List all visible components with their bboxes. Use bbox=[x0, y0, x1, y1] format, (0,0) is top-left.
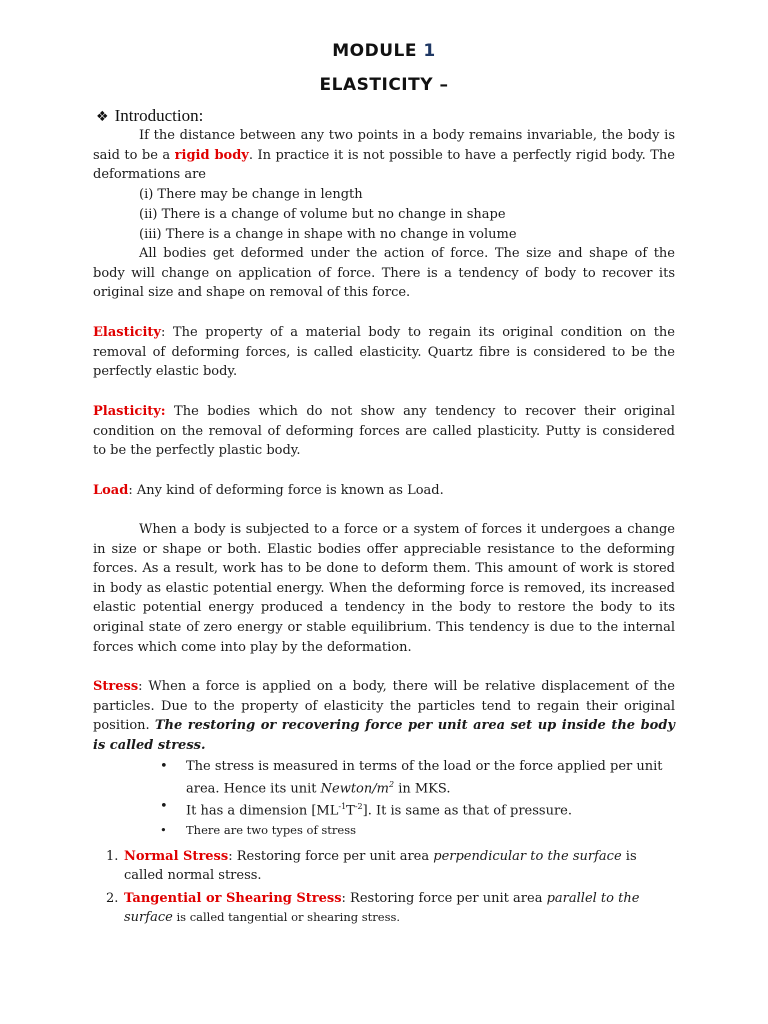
intro-paragraph-1: If the distance between any two points in a body remains invariable, the body is said to be a rigid body. In practice it is not possible to have a perfectly rigid body. The deformations are bbox=[93, 128, 675, 183]
stress-bullet-list bbox=[160, 758, 676, 839]
plasticity-term: Plasticity: bbox=[93, 404, 166, 419]
stress-types-list bbox=[106, 847, 676, 931]
deformation-item-3: (iii) There is a change in shape with no change in volume bbox=[139, 227, 517, 242]
module-number: 1 bbox=[423, 41, 436, 61]
list-item: • There are two types of stress bbox=[160, 822, 357, 837]
bullet-icon: • bbox=[160, 822, 167, 837]
bullet-icon: • bbox=[160, 799, 168, 815]
intro-paragraph-2: All bodies get deformed under the action of force. The size and shape of the body will change on application of force. There is a tendency of body to recover its original size and shape on removal of this force. bbox=[93, 246, 675, 301]
plasticity-definition: Plasticity: The bodies which do not show any tendency to recover their original condition on the removal of deforming forces are called plasticity. Putty is considered to be the perfectly plastic body. bbox=[93, 404, 675, 459]
elasticity-term: Elasticity bbox=[93, 325, 161, 340]
list-item: • The stress is measured in terms of the load or the force applied per unit area. Hence its unit Newton/$m^2$ in MKS. bbox=[160, 759, 663, 797]
deformation-item-2: (ii) There is a change of volume but no change in shape bbox=[139, 207, 506, 222]
chapter-title: ELASTICITY – bbox=[319, 75, 449, 95]
module-label: MODULE bbox=[332, 41, 417, 61]
deformation-item-1: (i) There may be change in length bbox=[139, 187, 363, 202]
list-item-normal-stress: 1. Normal Stress: Restoring force per unit area perpendicular to the surface is called normal stress. bbox=[106, 849, 637, 883]
load-term: Load bbox=[93, 483, 129, 498]
stress-definition-emphasis: The restoring or recovering force per unit area set up inside the body is called stress. bbox=[93, 718, 675, 753]
introduction-heading bbox=[96, 106, 203, 126]
normal-stress-term: Normal Stress bbox=[124, 849, 229, 864]
stress-definition: Stress: When a force is applied on a body, there will be relative displacement of the particles. Due to the property of elasticity the particles tend to regain their original position. The restoring or recovering force per unit area set up inside the body is called stress. bbox=[93, 679, 675, 753]
introduction-label: Introduction: bbox=[114, 106, 204, 125]
diamond-bullet-icon: ❖ bbox=[96, 109, 109, 125]
elasticity-definition: Elasticity: The property of a material body to regain its original condition on the removal of deforming forces, is called elasticity. Quartz fibre is considered to be the perfectly elastic body. bbox=[93, 325, 675, 380]
load-definition: Load: Any kind of deforming force is known as Load. bbox=[93, 483, 444, 498]
bullet-icon: • bbox=[160, 759, 168, 774]
rigid-body-term: rigid body bbox=[174, 147, 249, 163]
shearing-stress-term: Tangential or Shearing Stress bbox=[124, 891, 342, 906]
module-title bbox=[0, 41, 768, 61]
list-item: • It has a dimension $[ML^{-1}T^{-2}]$. It is same as that of pressure. bbox=[160, 799, 573, 819]
deformation-paragraph: When a body is subjected to a force or a system of forces it undergoes a change in size or shape or both. Elastic bodies offer appreciable resistance to the deforming forces. As a result, work has to be done to deform them. This amount of work is stored in body as elastic potential energy. When the deforming force is removed, its increased elastic potential energy produced a tendency in the body to restore the body to its original state of zero energy or stable equilibrium. This tendency is due to the internal forces which come into play by the deformation. bbox=[93, 522, 675, 655]
list-item-shearing-stress: 2. Tangential or Shearing Stress: Restoring force per unit area parallel to the surface is called tangential or shearing stress. bbox=[106, 891, 640, 925]
stress-term: Stress bbox=[93, 679, 139, 694]
